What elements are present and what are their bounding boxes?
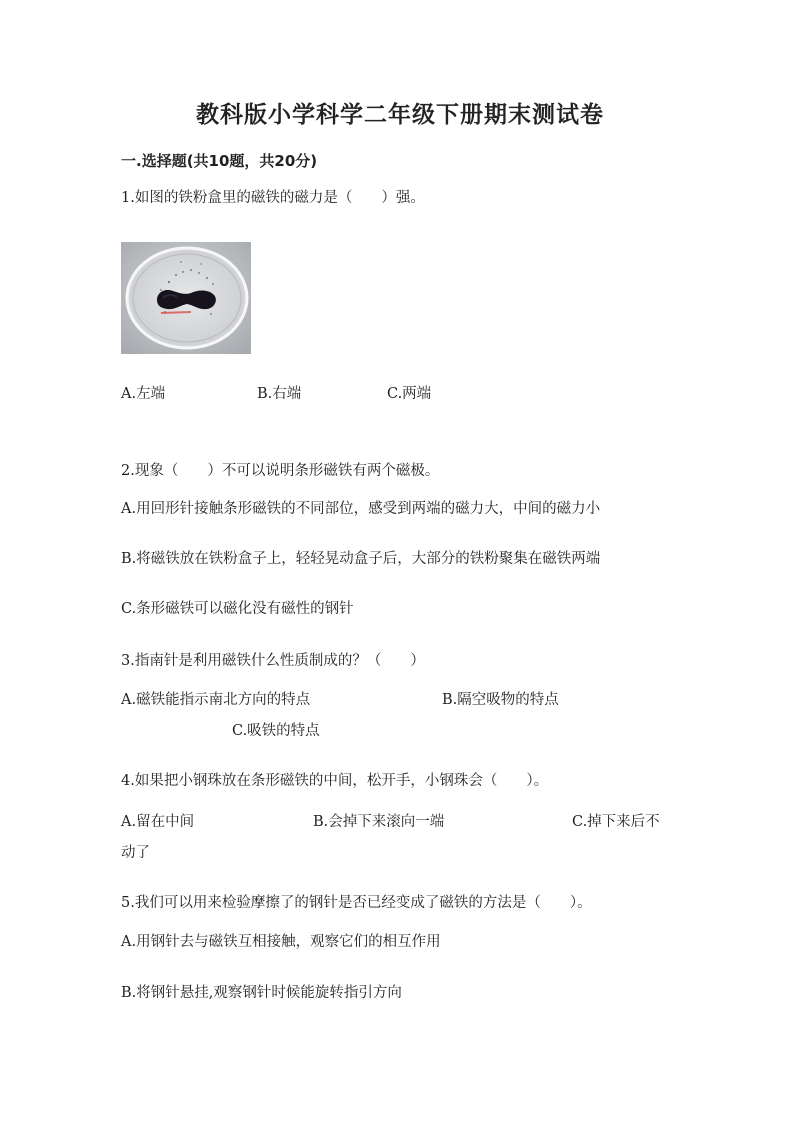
question-4-option-b[interactable]: B.会掉下来滚向一端 <box>313 814 445 830</box>
iron-powder-dish-photo <box>121 242 251 354</box>
question-2-option-c[interactable]: C.条形磁铁可以磁化没有磁性的钢针 <box>121 601 354 617</box>
question-4-option-c-continued: 动了 <box>121 845 150 861</box>
question-5-stem: 5.我们可以用来检验摩擦了的钢针是否已经变成了磁铁的方法是（ ）。 <box>121 895 592 911</box>
petri-dish-image <box>121 242 251 354</box>
page-title: 教科版小学科学二年级下册期末测试卷 <box>196 102 604 128</box>
question-4-option-a[interactable]: A.留在中间 <box>121 814 195 830</box>
question-4-option-c[interactable]: C.掉下来后不 <box>572 814 660 830</box>
question-1-stem: 1.如图的铁粉盒里的磁铁的磁力是（ ）强。 <box>121 190 425 206</box>
question-3-option-a[interactable]: A.磁铁能指示南北方向的特点 <box>121 692 311 708</box>
question-3-stem: 3.指南针是利用磁铁什么性质制成的？（ ） <box>121 653 425 669</box>
question-3-option-b[interactable]: B.隔空吸物的特点 <box>442 692 559 708</box>
question-1-option-b[interactable]: B.右端 <box>257 386 302 402</box>
question-2-stem: 2.现象（ ）不可以说明条形磁铁有两个磁极。 <box>121 463 440 479</box>
question-5-option-b[interactable]: B.将钢针悬挂,观察钢针时候能旋转指引方向 <box>121 985 402 1001</box>
question-4-stem: 4.如果把小钢珠放在条形磁铁的中间，松开手，小钢珠会（ ）。 <box>121 773 549 789</box>
question-5-option-a[interactable]: A.用钢针去与磁铁互相接触，观察它们的相互作用 <box>121 934 441 950</box>
question-2-option-b[interactable]: B.将磁铁放在铁粉盒子上，轻轻晃动盒子后，大部分的铁粉聚集在磁铁两端 <box>121 551 601 567</box>
question-1-option-a[interactable]: A.左端 <box>121 386 166 402</box>
section-heading: 一.选择题(共10题，共20分) <box>121 152 318 170</box>
question-3-option-c[interactable]: C.吸铁的特点 <box>232 723 320 739</box>
question-1-option-c[interactable]: C.两端 <box>387 386 432 402</box>
question-2-option-a[interactable]: A.用回形针接触条形磁铁的不同部位，感受到两端的磁力大，中间的磁力小 <box>121 501 601 517</box>
